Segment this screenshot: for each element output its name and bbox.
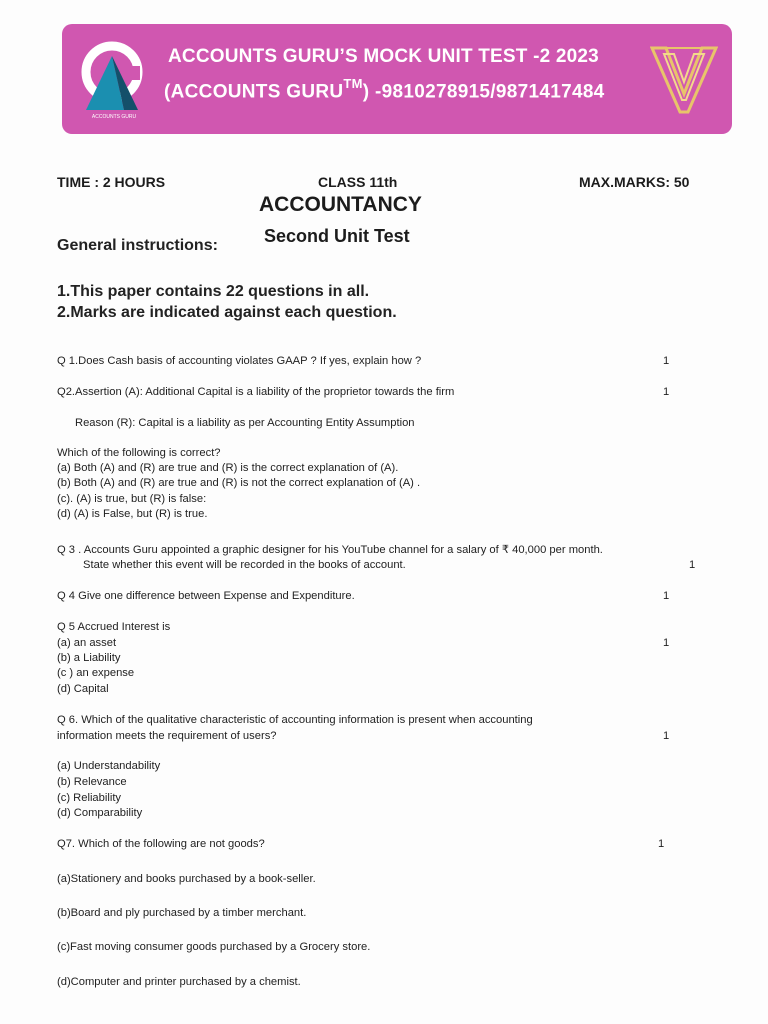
question-5-option-c: (c ) an expense	[57, 667, 135, 679]
question-2-option-d: (d) (A) is False, but (R) is true.	[57, 508, 208, 520]
subject-title: ACCOUNTANCY	[259, 193, 422, 216]
question-1: Q 1.Does Cash basis of accounting violates GAAP ? If yes, explain how ?	[57, 355, 422, 367]
instruction-1: 1.This paper contains 22 questions in all.	[57, 283, 370, 300]
logo-caption: ACCOUNTS GURU	[91, 114, 137, 120]
time-label: TIME : 2 HOURS	[57, 174, 166, 190]
question-6-option-b: (b) Relevance	[57, 776, 127, 788]
question-5-marks: 1	[663, 637, 670, 649]
question-3-line1: Q 3 . Accounts Guru appointed a graphic designer for his YouTube channel for a salary of ₹ 40,000 per month.	[57, 544, 603, 556]
question-6-option-d: (d) Comparability	[57, 807, 143, 819]
question-5-option-d: (d) Capital	[57, 683, 109, 695]
question-7-marks: 1	[658, 838, 665, 850]
banner-title: ACCOUNTS GURU’S MOCK UNIT TEST -2 2023	[168, 46, 599, 67]
question-4-marks: 1	[663, 590, 670, 602]
banner-contact: (ACCOUNTS GURU™) -9810278915/9871417484	[164, 76, 605, 103]
question-7-option-c: (c)Fast moving consumer goods purchased by a Grocery store.	[57, 941, 371, 953]
question-6-option-a: (a) Understandability	[57, 760, 161, 772]
accounts-guru-logo	[78, 38, 150, 120]
question-7-option-d: (d)Computer and printer purchased by a chemist.	[57, 976, 301, 988]
class-label: CLASS 11th	[318, 174, 398, 190]
question-5: Q 5 Accrued Interest is	[57, 621, 171, 633]
question-2-assertion: Q2.Assertion (A): Additional Capital is a liability of the proprietor towards the firm	[57, 386, 455, 398]
question-2-option-b: (b) Both (A) and (R) are true and (R) is not the correct explanation of (A) .	[57, 477, 421, 489]
question-5-option-b: (b) a Liability	[57, 652, 121, 664]
question-6-marks: 1	[663, 730, 670, 742]
question-4: Q 4 Give one difference between Expense and Expenditure.	[57, 590, 355, 602]
question-3-marks: 1	[689, 559, 696, 571]
question-7-option-a: (a)Stationery and books purchased by a book-seller.	[57, 873, 316, 885]
question-2-option-c: (c). (A) is true, but (R) is false:	[57, 493, 207, 505]
question-1-marks: 1	[663, 355, 670, 367]
v-logo-icon	[650, 42, 718, 114]
question-6-line2: information meets the requirement of users?	[57, 730, 277, 742]
question-7-option-b: (b)Board and ply purchased by a timber merchant.	[57, 907, 307, 919]
question-6-line1: Q 6. Which of the qualitative characteristic of accounting information is present when accounting	[57, 714, 533, 726]
max-marks-label: MAX.MARKS: 50	[579, 174, 690, 190]
question-6-option-c: (c) Reliability	[57, 792, 122, 804]
question-3-line2: State whether this event will be recorded in the books of account.	[83, 559, 406, 571]
question-2-prompt: Which of the following is correct?	[57, 447, 221, 459]
instruction-2: 2.Marks are indicated against each question.	[57, 304, 397, 321]
general-instructions-heading: General instructions:	[57, 237, 218, 254]
question-2-reason: Reason (R): Capital is a liability as per Accounting Entity Assumption	[75, 417, 415, 429]
question-7: Q7. Which of the following are not goods?	[57, 838, 265, 850]
question-5-option-a: (a) an asset	[57, 637, 117, 649]
question-2-option-a: (a) Both (A) and (R) are true and (R) is the correct explanation of (A).	[57, 462, 399, 474]
question-2-marks: 1	[663, 386, 670, 398]
test-title: Second Unit Test	[264, 226, 410, 246]
